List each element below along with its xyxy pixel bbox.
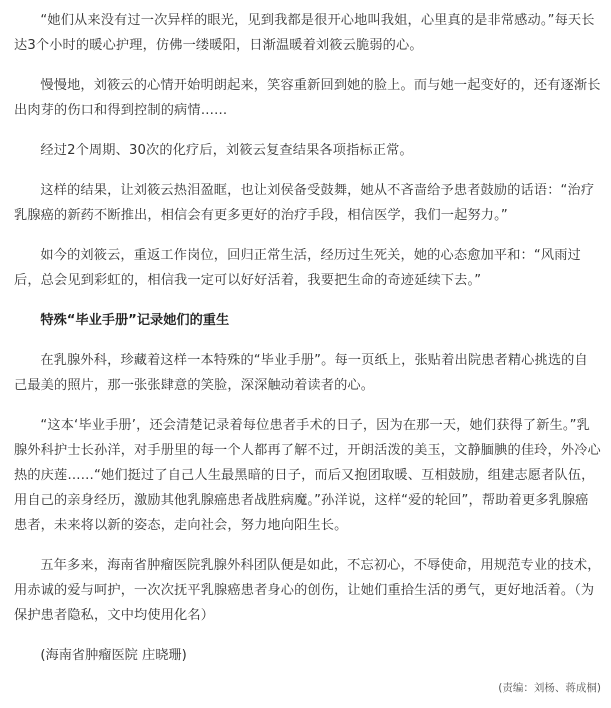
paragraph-3: 经过2个周期、30次的化疗后，刘筱云复查结果各项指标正常。 — [40, 143, 413, 158]
section-heading: 特殊“毕业手册”记录她们的重生 — [40, 313, 230, 328]
paragraph-gap — [14, 58, 601, 73]
editor-line: (责编：刘杨、蒋成桐) — [498, 682, 601, 694]
paragraph-gap — [14, 123, 601, 138]
author-line: (海南省肿瘤医院 庄晓珊) — [40, 648, 187, 663]
paragraph-gap — [14, 228, 601, 243]
paragraph-1: “她们从来没有过一次异样的眼光，见到我都是很开心地叫我姐，心里真的是非常感动。”每天长达3个小时的暖心护理，仿佛一缕暖阳，日渐温暖着刘筱云脆弱的心。 — [14, 13, 595, 53]
paragraph-4: 这样的结果，让刘筱云热泪盈眶，也让刘侯备受鼓舞，她从不吝啬给予患者鼓励的话语：“治疗乳腺癌的新药不断推出，相信会有更多更好的治疗手段，相信医学，我们一起努力。” — [14, 183, 595, 223]
paragraph-gap — [14, 163, 601, 178]
paragraph-gap — [14, 333, 601, 348]
paragraph-2: 慢慢地，刘筱云的心情开始明朗起来，笑容重新回到她的脸上。而与她一起变好的，还有逐渐长出肉芽的伤口和得到控制的病情…… — [14, 78, 601, 118]
paragraph-5: 如今的刘筱云，重返工作岗位，回归正常生活，经历过生死关，她的心态愈加平和：“风雨过后，总会见到彩虹的，相信我一定可以好好活着，我要把生命的奇迹延续下去。” — [14, 248, 581, 288]
paragraph-gap — [14, 628, 601, 643]
paragraph-gap — [14, 538, 601, 553]
paragraph-8: 五年多来，海南省肿瘤医院乳腺外科团队便是如此，不忘初心，不辱使命，用规范专业的技术，用赤诚的爱与呵护，一次次抚平乳腺癌患者身心的创伤，让她们重拾生活的勇气，更好地活着。（为保护患者隐私，文中均使用化名） — [14, 558, 601, 623]
paragraph-gap — [14, 398, 601, 413]
paragraph-6: 在乳腺外科，珍藏着这样一本特殊的“毕业手册”。每一页纸上，张贴着出院患者精心挑选的自己最美的照片，那一张张肆意的笑脸，深深触动着读者的心。 — [14, 353, 588, 393]
paragraph-7: “这本‘毕业手册’，还会清楚记录着每位患者手术的日子，因为在那一天，她们获得了新生。”乳腺外科护士长孙洋，对手册里的每一个人都再了解不过，开朗活泼的美玉，文静腼腆的佳玲，外冷心热的庆莲……“她们挺过了自己人生最黑暗的日子，而后又抱团取暖、互相鼓励，组建志愿者队伍，用自己的亲身经历，激励其他乳腺癌患者战胜病魔。”孙洋说，这样“爱的轮回”，帮助着更多乳腺癌患者，未来将以新的姿态，走向社会，努力地向阳生长。 — [14, 418, 601, 533]
paragraph-gap — [14, 293, 601, 308]
